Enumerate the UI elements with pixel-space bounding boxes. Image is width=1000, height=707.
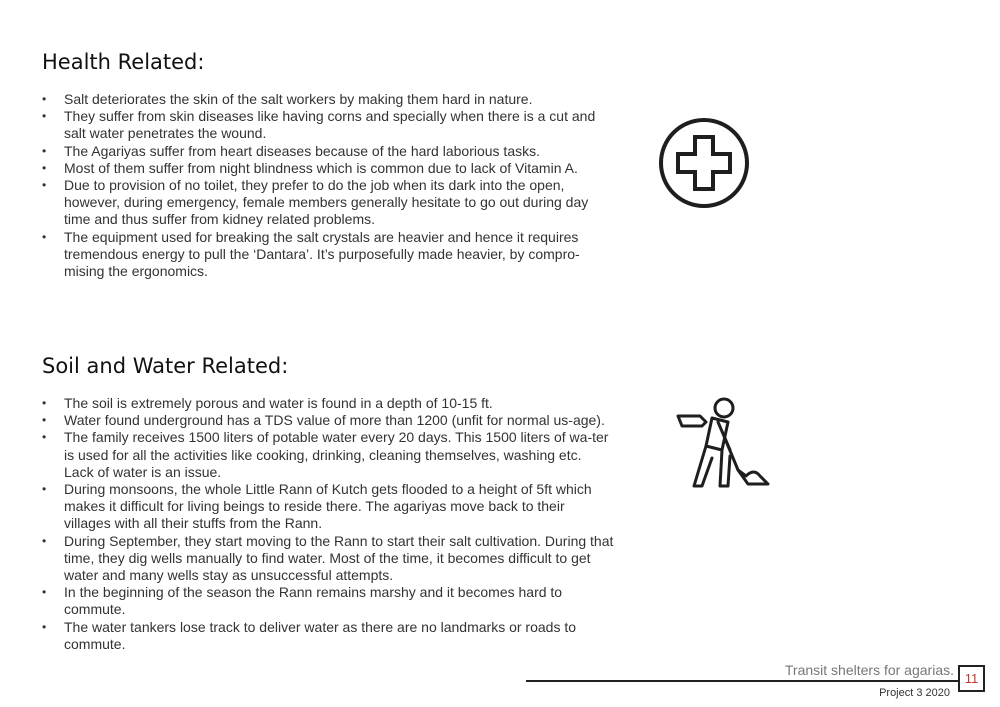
- list-item: • During monsoons, the whole Little Rann of Kutch gets flooded to a height of 5ft which makes it difficult for living beings to reside there. The agariyas move back to their villages with all their stuffs from the Rann.: [42, 481, 614, 533]
- health-bullet-list: [42, 91, 614, 280]
- footer-divider: [526, 680, 958, 682]
- list-item: • During September, they start moving to the Rann to start their salt cultivation. During that time, they dig wells manually to find water. Most of the time, it becomes difficult to get water and many wells stay as unsuccessful attempts.: [42, 533, 614, 585]
- list-item: • They suffer from skin diseases like having corns and specially when there is a cut and salt water penetrates the wound.: [42, 108, 614, 142]
- list-item: • Most of them suffer from night blindness which is common due to lack of Vitamin A.: [42, 160, 614, 177]
- list-item: • Due to provision of no toilet, they prefer to do the job when its dark into the open, however, during emergency, female members generally hesitate to go out during day time and thus suffer from kidney related problems.: [42, 177, 614, 229]
- list-item: • The soil is extremely porous and water is found in a depth of 10-15 ft.: [42, 395, 614, 412]
- section-title-soil-water: Soil and Water Related:: [42, 354, 289, 378]
- section-title-health: Health Related:: [42, 50, 205, 74]
- soil-water-bullet-list: [42, 395, 614, 653]
- list-item: • The equipment used for breaking the salt crystals are heavier and hence it requires tremendous energy to pull the ‘Dantara’. It’s purposefully made heavier, by compro-mising the ergonomics.: [42, 229, 614, 281]
- worker-shoveling-icon: [672, 396, 772, 492]
- medical-cross-icon: [657, 116, 751, 210]
- list-item: • The Agariyas suffer from heart diseases because of the hard laborious tasks.: [42, 143, 614, 160]
- footer-title: Transit shelters for agarias.: [784, 662, 954, 678]
- list-item: • Water found underground has a TDS value of more than 1200 (unfit for normal us-age).: [42, 412, 614, 429]
- list-item: • Salt deteriorates the skin of the salt workers by making them hard in nature.: [42, 91, 614, 108]
- list-item: • The family receives 1500 liters of potable water every 20 days. This 1500 liters of wa-ter is used for all the activities like cooking, drinking, cleaning themselves, washing etc. Lack of water is an issue.: [42, 429, 614, 481]
- list-item: • In the beginning of the season the Rann remains marshy and it becomes hard to commute.: [42, 584, 614, 618]
- footer-subtitle: Project 3 2020: [879, 687, 950, 699]
- list-item: • The water tankers lose track to deliver water as there are no landmarks or roads to commute.: [42, 619, 614, 653]
- page-number: 11: [958, 665, 985, 692]
